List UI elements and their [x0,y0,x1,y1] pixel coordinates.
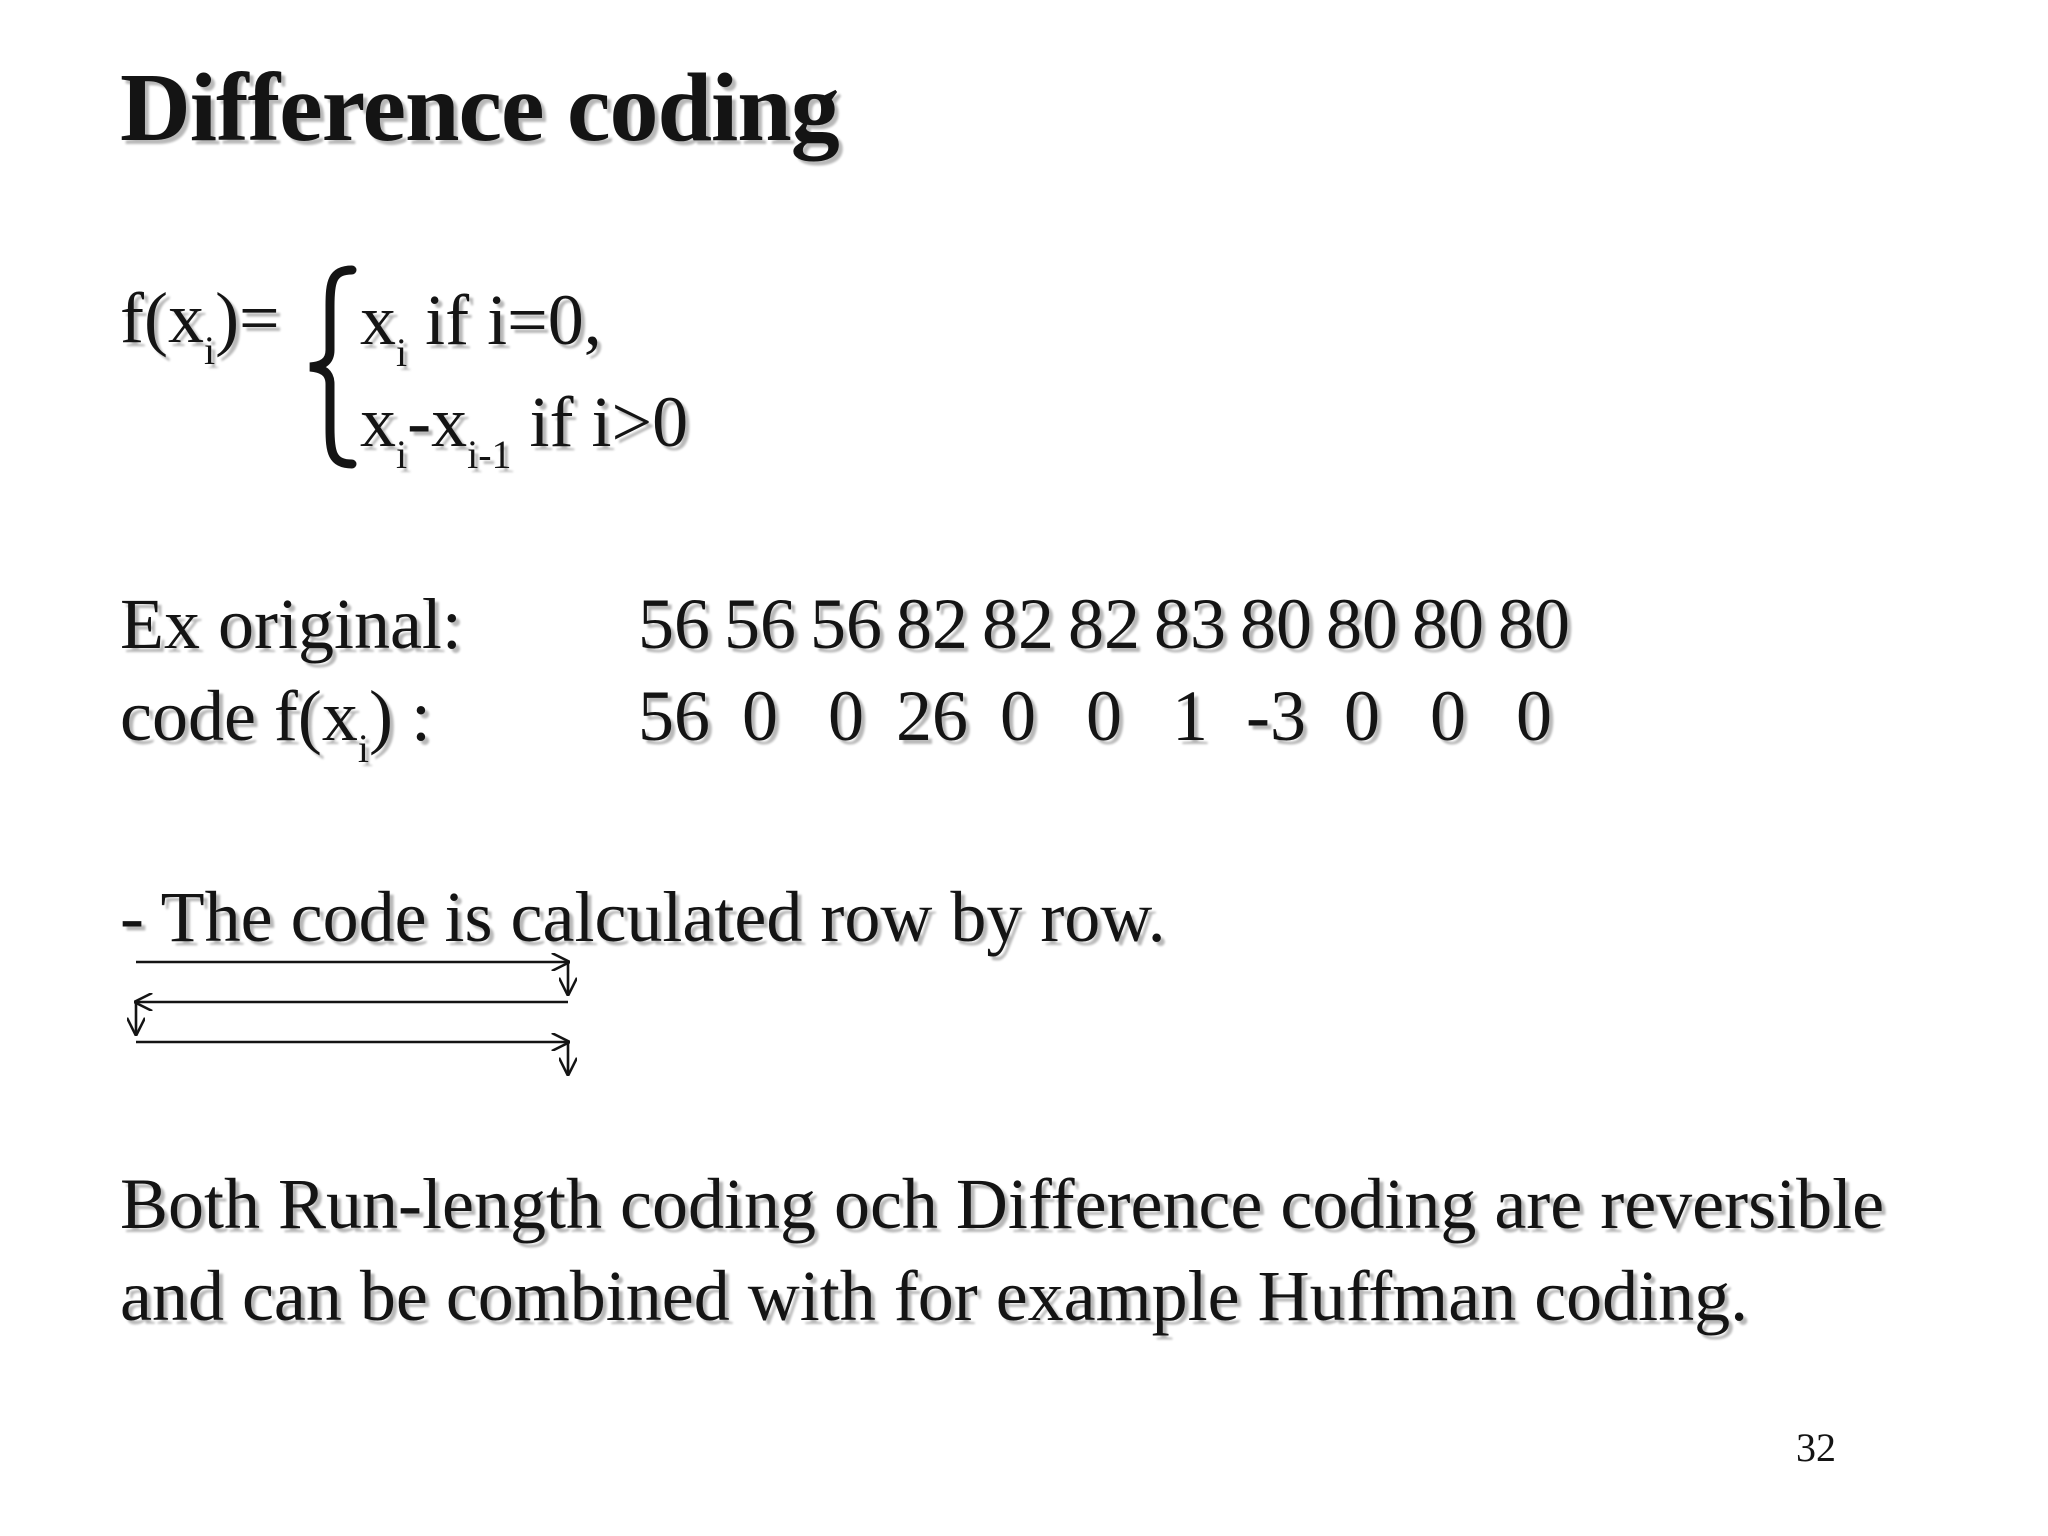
formula-lhs-tail: )= [215,278,280,358]
original-value: 83 [1154,584,1226,664]
code-value: 0 [1000,676,1036,756]
code-value: 0 [1086,676,1122,756]
formula-case-first [360,280,602,375]
original-value: 56 [810,584,882,664]
case1-condition: if i=0, [407,280,602,360]
curly-brace-icon [300,262,360,472]
code-value: 0 [1344,676,1380,756]
page-number: 32 [1796,1425,1836,1470]
code-row-label [120,676,431,771]
code-value: 0 [1516,676,1552,756]
case1-var-subscript: i [396,330,408,375]
code-value: 1 [1172,676,1208,756]
code-value: -3 [1246,676,1306,756]
code-label-prefix: code f(x [120,676,358,756]
case2-minus-var: -x [407,382,468,462]
original-value: 80 [1240,584,1312,664]
original-values [638,584,1580,668]
formula-lhs-subscript: i [203,328,216,373]
slide-title: Difference coding [120,54,839,162]
code-values [638,676,1580,760]
case2-var-subscript: i [396,432,408,477]
formula-lhs-text: f(x [120,278,204,358]
code-value: 26 [896,676,968,756]
code-label-suffix: ) : [369,676,431,756]
case2-var: x [360,382,396,462]
row-scan-arrows-icon [120,942,600,1082]
conclusion-text: Both Run-length coding och Difference coding are reversible and can be combined with for example Huffman coding. [120,1164,1885,1336]
code-value: 0 [828,676,864,756]
original-row-label: Ex original: [120,584,462,664]
original-value: 82 [1068,584,1140,664]
row-by-row-note: - The code is calculated row by row. [120,877,1166,957]
case2-condition: if i>0 [511,382,689,462]
code-value: 0 [742,676,778,756]
original-value: 56 [638,584,710,664]
formula-case-rest [360,382,689,477]
code-value: 56 [638,676,710,756]
case1-var: x [360,280,396,360]
code-value: 0 [1430,676,1466,756]
original-value: 80 [1326,584,1398,664]
code-label-subscript: i [357,726,369,771]
formula-lhs [120,278,280,373]
original-value: 82 [982,584,1054,664]
original-value: 80 [1498,584,1570,664]
original-value: 82 [896,584,968,664]
original-value: 56 [724,584,796,664]
original-value: 80 [1412,584,1484,664]
case2-minus-var-subscript: i-1 [467,432,512,477]
